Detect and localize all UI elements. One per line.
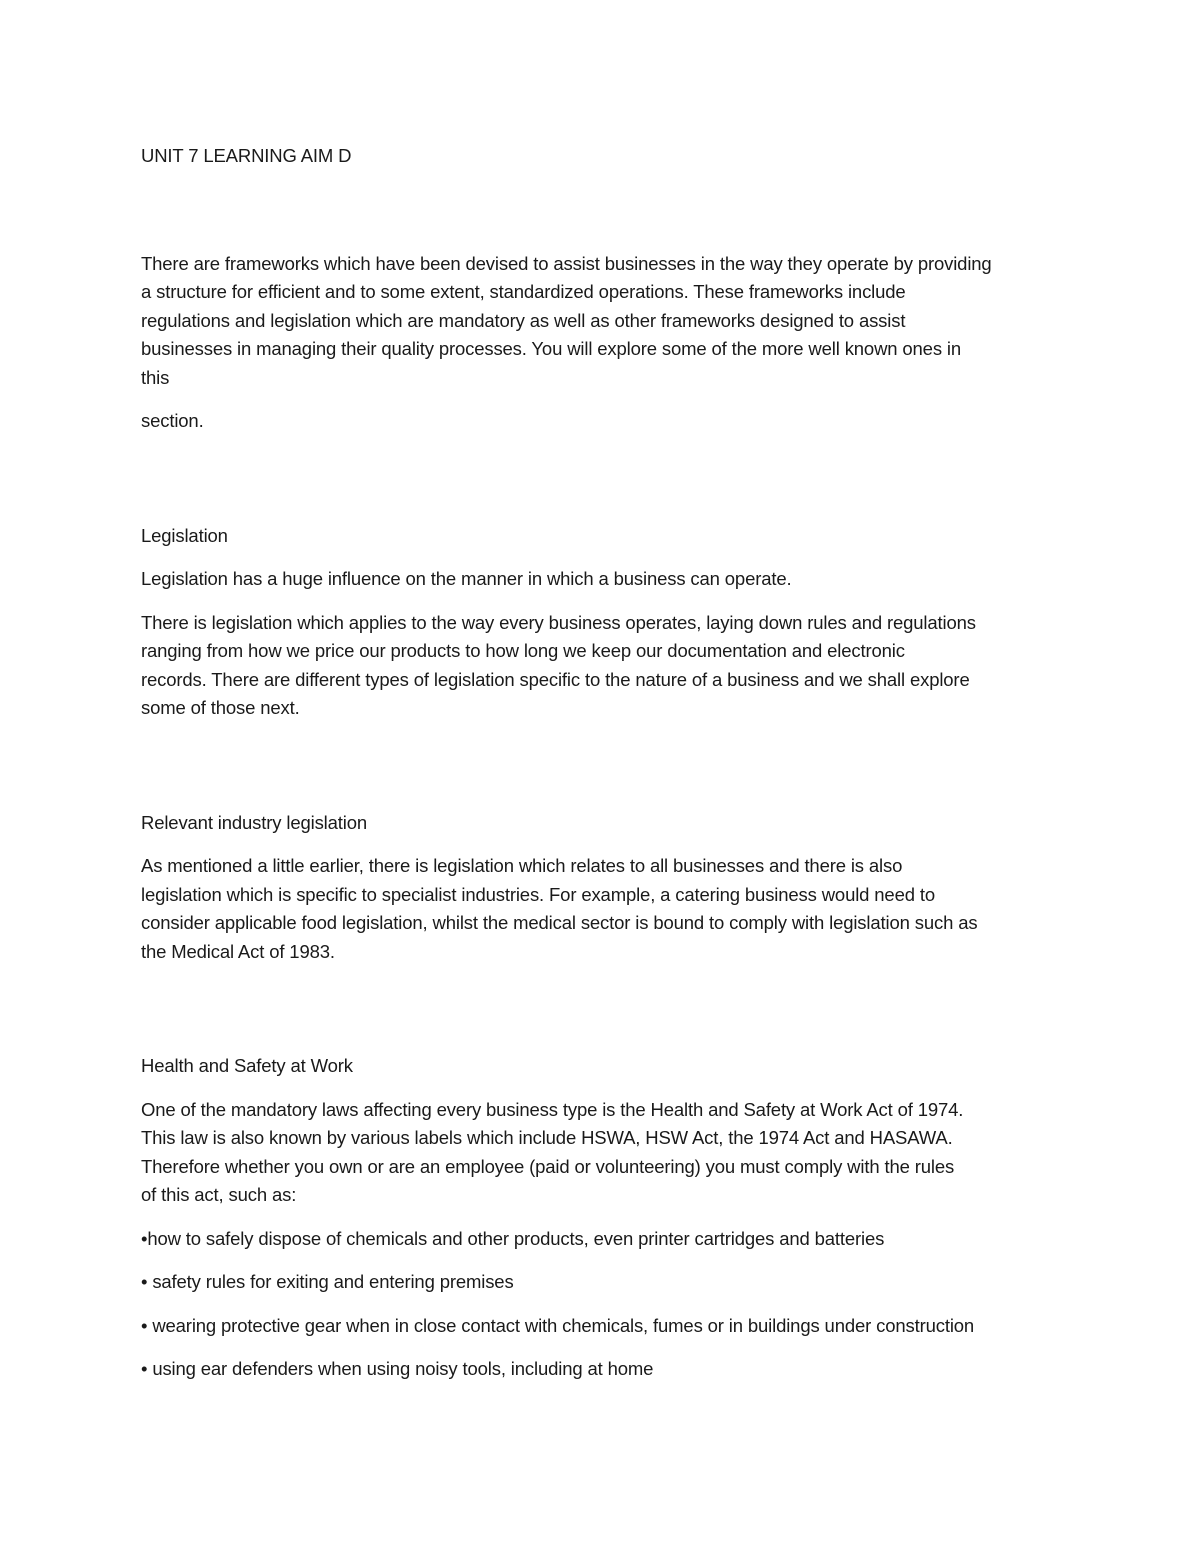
- intro-continuation: section.: [141, 410, 204, 431]
- text-line: Therefore whether you own or are an employee (paid or volunteering) you must comply with the rules: [141, 1155, 955, 1177]
- document-body: [141, 142, 1071, 1384]
- bullet-item: •how to safely dispose of chemicals and other products, even printer cartridges and batteries: [141, 1227, 885, 1249]
- document-title: UNIT 7 LEARNING AIM D: [141, 145, 352, 166]
- text-line: the Medical Act of 1983.: [141, 940, 335, 962]
- text-line: of this act, such as:: [141, 1184, 297, 1205]
- bullet-item: • wearing protective gear when in close contact with chemicals, fumes or in buildings under construction: [141, 1314, 975, 1336]
- text-line: businesses in managing their quality processes. You will explore some of the more well known ones in: [141, 338, 962, 359]
- text-line: this: [141, 366, 170, 388]
- bullet-item: • safety rules for exiting and entering premises: [141, 1271, 514, 1292]
- text-line: records. There are different types of legislation specific to the nature of a business and we shall explore: [141, 668, 970, 690]
- text-line: some of those next.: [141, 697, 300, 718]
- text-line: ranging from how we price our products to how long we keep our documentation and electronic: [141, 640, 905, 661]
- text-line: There is legislation which applies to the way every business operates, laying down rules and regulations: [141, 611, 976, 633]
- section-heading-legislation: Legislation: [141, 524, 228, 546]
- bullet-item: • using ear defenders when using noisy tools, including at home: [141, 1358, 654, 1379]
- text-line: This law is also known by various labels which include HSWA, HSW Act, the 1974 Act and HASAWA.: [141, 1127, 953, 1148]
- text-line: As mentioned a little earlier, there is legislation which relates to all businesses and there is also: [141, 855, 903, 876]
- industry-paragraph: [141, 852, 1071, 966]
- health-safety-paragraph: [141, 1096, 1071, 1210]
- text-line: One of the mandatory laws affecting every business type is the Health and Safety at Work Act of 1974.: [141, 1098, 964, 1120]
- section-heading-health-safety: Health and Safety at Work: [141, 1055, 353, 1076]
- intro-paragraph: [141, 250, 1071, 393]
- text-line: consider applicable food legislation, whilst the medical sector is bound to comply with legislation such as: [141, 912, 978, 933]
- legislation-paragraph-1: Legislation has a huge influence on the manner in which a business can operate.: [141, 568, 792, 589]
- text-line: There are frameworks which have been devised to assist businesses in the way they operate by providing: [141, 252, 992, 274]
- text-line: regulations and legislation which are mandatory as well as other frameworks designed to assist: [141, 309, 906, 331]
- legislation-paragraph-2: [141, 609, 1071, 723]
- text-line: a structure for efficient and to some extent, standardized operations. These frameworks include: [141, 281, 906, 302]
- section-heading-industry: Relevant industry legislation: [141, 811, 367, 833]
- text-line: legislation which is specific to specialist industries. For example, a catering business would need to: [141, 883, 935, 905]
